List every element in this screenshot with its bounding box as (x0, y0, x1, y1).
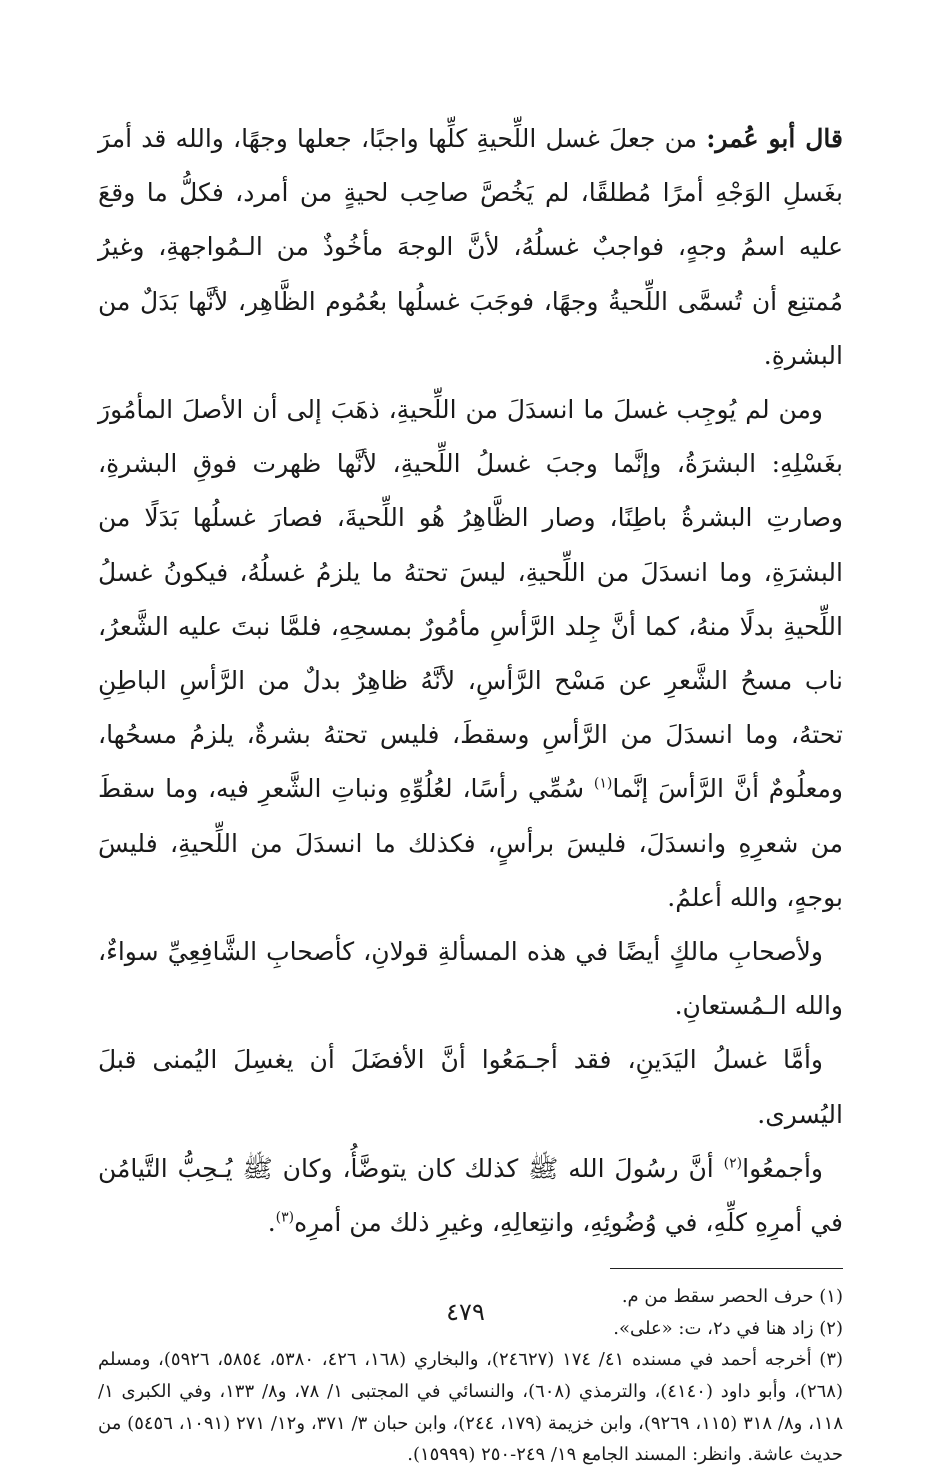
speaker-lead: قال أبو عُمر: (706, 124, 843, 153)
paragraph-4: وأمَّا غسلُ اليَدَينِ، فقد أجـمَعُوا أنَّ الأفضَلَ أن يغسِلَ اليُمنى قبلَ اليُسرى. (98, 1045, 843, 1129)
page-number: ٤٧٩ (446, 1298, 485, 1326)
page-body (98, 112, 843, 1471)
paragraph-5 (98, 1142, 843, 1250)
paragraph-1-body: من جعلَ غسل اللِّحيةِ كلِّها واجبًا، جعلها وجهًا، والله قد أمرَ بغَسلِ الوَجْهِ أمرًا مُطلقًا، لم يَخُصَّ صاحِب لحيةٍ من أمرد، فكلُّ ما وقعَ عليه اسمُ وجهٍ، فواجبٌ غسلُهُ، لأنَّ الوجهَ مأخُوذٌ من الـمُواجهةِ، وغيرُ مُمتنِع أن تُسمَّى اللِّحيةُ وجهًا، فوجَبَ غسلُها بعُمُوم الظَّاهِر، لأنَّها بَدَلٌ من البشرةِ. (98, 124, 843, 370)
footnote-ref-3[interactable]: (٣) (275, 1209, 295, 1226)
footnote-3: (٣) أخرجه أحمد في مسنده ٤١/ ١٧٤ (٢٤٦٢٧)، والبخاري (١٦٨، ٤٢٦، ٥٣٨٠، ٥٨٥٤، ٥٩٢٦)، ومسلم (٢٦٨)، وأبو داود (٤١٤٠)، والترمذي (٦٠٨)، والنسائي في المجتبى ١/ ٧٨، و٨/ ١٣٣، وفي الكبرى ١/ ١١٨، و٨/ ٣١٨ (١١٥، ٩٢٦٩)، وابن خزيمة (١٧٩، ٢٤٤)، وابن حبان ٣/ ٣٧١، و١٢/ ٢٧١ (١٠٩١، ٥٤٥٦) من حديث عاشة. وانظر: المسند الجامع ١٩/ ٢٤٩-٢٥٠ (١٥٩٩٩). (98, 1349, 844, 1466)
footnote-1: (١) حرف الحصر سقط من م. (621, 1286, 843, 1308)
paragraph-2 (98, 383, 843, 925)
footnote-separator (610, 1268, 843, 1269)
footnote-2: (٢) زاد هنا في د٢، ت: «على». (613, 1317, 843, 1339)
paragraph-1 (98, 112, 843, 383)
paragraph-5-body: أنَّ رسُولَ الله ﷺ كذلك كان يتوضَّأُ، وكان ﷺ يُـحِبُّ التَّيامُن في أمرِهِ كلِّهِ، في وُضُوئِهِ، وانتِعالِهِ، وغيرِ ذلك من أمرِه (98, 1153, 843, 1238)
paragraph-2-tail: سُمِّي رأسًا، لعُلُوِّهِ ونباتِ الشَّعرِ فيه، وما سقطَ من شعرِهِ وانسدَلَ، فليسَ برأسٍ، فكذلك ما انسدَلَ من اللِّحيةِ، فليسَ بوجهٍ، والله أعلمُ. (98, 774, 843, 912)
paragraph-3: ولأصحابِ مالكٍ أيضًا في هذه المسألةِ قولانِ، كأصحابِ الشَّافِعِيِّ سواءٌ، والله الـمُستعانِ. (98, 937, 843, 1021)
paragraph-5-end: . (267, 1208, 276, 1238)
main-text (98, 112, 843, 1250)
footnote-ref-1[interactable]: (١) (593, 776, 613, 793)
paragraph-2-body: ومن لم يُوجِب غسلَ ما انسدَلَ من اللِّحيةِ، ذهَبَ إلى أن الأصلَ المأمُورَ بغَسْلِهِ: البشرَةُ، وإنَّما وجبَ غسلُ اللِّحيةِ، لأنَّها ظهرت فوقِ البشرةِ، وصارتِ البشرةُ باطِنًا، وصار الظَّاهِرُ هُو اللِّحيةَ، فصارَ غسلُها بَدَلًا من البشرَةِ، وما انسدَلَ من اللِّحيةِ، ليسَ تحتهُ ما يلزمُ غسلُهُ، فيكونُ غسلُ اللِّحيةِ بدلًا منهُ، كما أنَّ جِلد الرَّأسِ مأمُورٌ بمسحِهِ، فلمَّا نبتَ عليه الشَّعرُ، ناب مسحُ الشَّعرِ عن مَسْح الرَّأسِ، لأنَّهُ ظاهِرٌ بدلٌ من الرَّأسِ الباطِنِ تحتهُ، وما انسدَلَ من الرَّأسِ وسقطَ، فليس تحتهُ بشرةٌ، يلزمُ مسحُها، ومعلُومٌ أنَّ الرَّأسَ إنَّما (98, 395, 844, 804)
footnote-ref-2[interactable]: (٢) (723, 1155, 743, 1172)
paragraph-5-start: وأجمعُوا (742, 1153, 823, 1183)
